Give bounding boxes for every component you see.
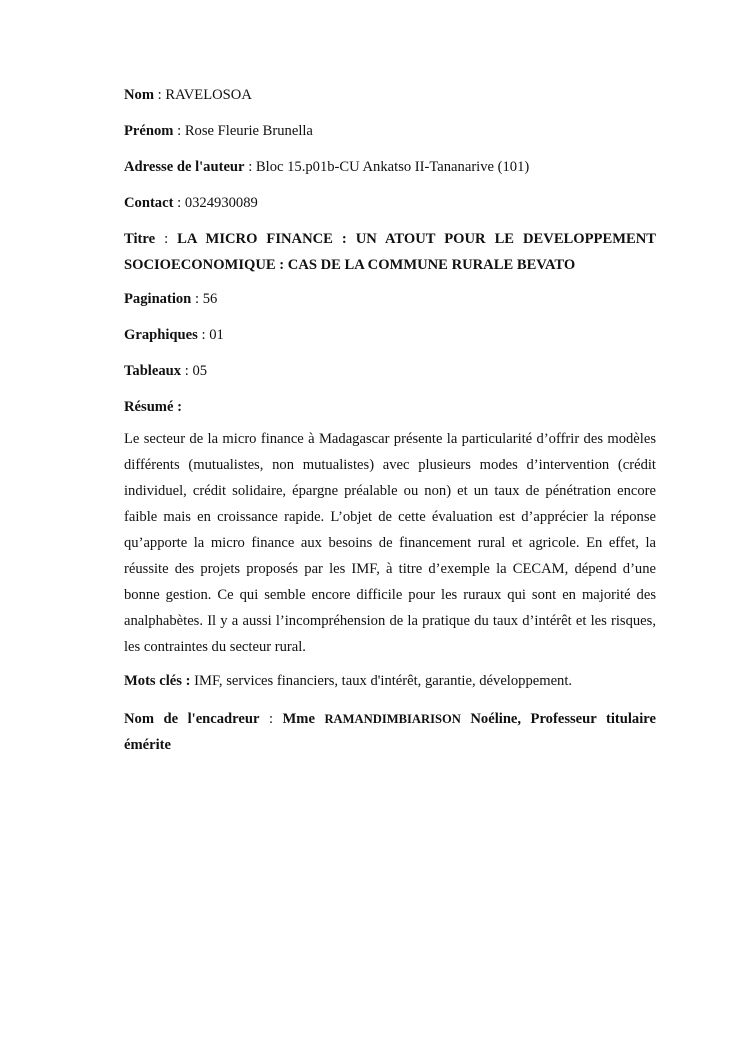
separator: : bbox=[248, 159, 253, 175]
separator: : bbox=[184, 363, 189, 379]
separator: : bbox=[201, 327, 206, 343]
separator: : bbox=[164, 231, 169, 247]
resume-text: Le secteur de la micro finance à Madagascar présente la particularité d’offrir des modèles différents (mutualistes, non mutualistes) avec plusieurs modes d’intervention (crédit individuel, crédit solidaire, épargne préalable ou non) et un taux de pénétration encore faible mais en croissance rapide. L’objet de cette évaluation est d’apprécier la réponse qu’apporte la micro finance aux besoins de financement rural et agricole. En effet, la réussite des projets proposés par les IMF, à titre d’exemple la CECAM, dépend d’une bonne gestion. Ce qui semble encore difficile pour les ruraux qui sont en majorité des analphabètes. Il y a aussi l’incompréhension de la pratique du taux d’intérêt et les risques, les contraintes du secteur rural. bbox=[124, 431, 656, 655]
separator: : bbox=[157, 87, 162, 103]
separator: : bbox=[268, 711, 274, 727]
tableaux-value: 05 bbox=[192, 363, 208, 379]
nom-value: RAVELOSOA bbox=[165, 87, 252, 103]
pagination-label: Pagination bbox=[124, 291, 192, 307]
graphiques-value: 01 bbox=[209, 327, 224, 343]
resume-heading bbox=[124, 396, 656, 418]
graphiques-label: Graphiques bbox=[124, 327, 198, 343]
separator: : bbox=[177, 195, 182, 211]
field-pagination bbox=[124, 288, 656, 310]
titre-label: Titre bbox=[124, 231, 156, 247]
tableaux-label: Tableaux bbox=[124, 363, 182, 379]
field-nom bbox=[124, 84, 656, 106]
pagination-value: 56 bbox=[202, 291, 218, 307]
field-titre bbox=[124, 226, 656, 278]
adresse-label: Adresse de l'auteur bbox=[124, 159, 245, 175]
contact-value: 0324930089 bbox=[184, 195, 258, 211]
prenom-label: Prénom bbox=[124, 123, 174, 139]
document-page bbox=[124, 84, 656, 772]
mots-cles-label: Mots clés : bbox=[124, 673, 191, 689]
encadreur-prefix: Mme bbox=[282, 711, 315, 727]
separator: : bbox=[194, 291, 200, 307]
encadreur-name: RAMANDIMBIARISON bbox=[324, 712, 461, 726]
nom-label: Nom bbox=[124, 87, 154, 103]
encadreur-label: Nom de l'encadreur bbox=[124, 711, 260, 727]
field-adresse bbox=[124, 156, 656, 178]
prenom-value: Rose Fleurie Brunella bbox=[184, 123, 313, 139]
mots-cles-value: IMF, services financiers, taux d'intérêt, garantie, développement. bbox=[194, 673, 573, 689]
resume-label: Résumé : bbox=[124, 399, 182, 415]
field-tableaux bbox=[124, 360, 656, 382]
field-encadreur bbox=[124, 706, 656, 758]
adresse-value: Bloc 15.p01b-CU Ankatso II-Tananarive (101) bbox=[255, 159, 530, 175]
field-mots-cles bbox=[124, 670, 656, 692]
field-prenom bbox=[124, 120, 656, 142]
encadreur-rest: Noéline, Professeur titulaire émérite bbox=[124, 711, 656, 753]
separator: : bbox=[177, 123, 182, 139]
titre-value: LA MICRO FINANCE : UN ATOUT POUR LE DEVELOPPEMENT SOCIOECONOMIQUE : CAS DE LA COMMUNE RURALE BEVATO bbox=[124, 231, 656, 273]
contact-label: Contact bbox=[124, 195, 174, 211]
field-contact bbox=[124, 192, 656, 214]
field-graphiques bbox=[124, 324, 656, 346]
